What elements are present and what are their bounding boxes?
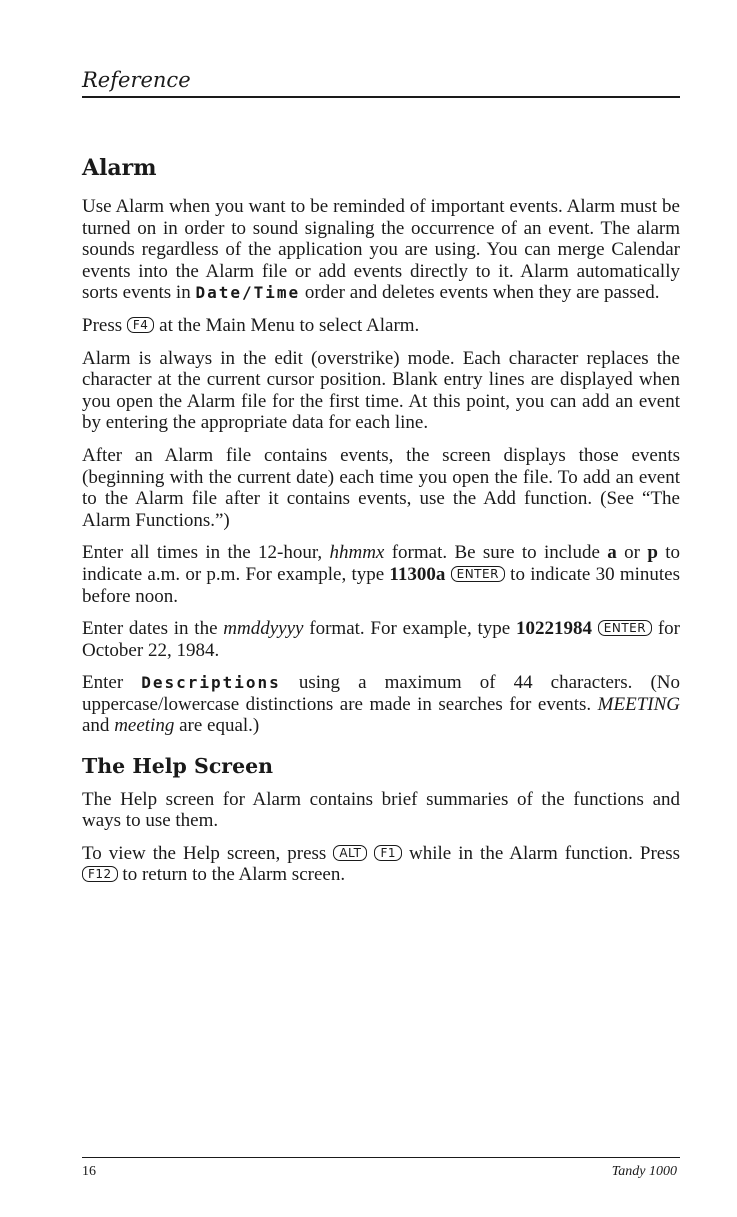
running-header: Reference	[82, 68, 191, 92]
edit-mode-paragraph: Alarm is always in the edit (overstrike) mode. Each character replaces the character at the current cursor position. Blank entry lines are displayed when you open the Alarm file for the first time. At this point, you can add an event by entering the appropriate data for each line.	[82, 347, 680, 434]
desc-text-2: using a maximum of 44 characters. (No uppercase/lowercase distinctions are made in searches for events.	[82, 672, 680, 715]
times-text-4: to indicate a.m. or p.m. For example, type	[82, 542, 681, 585]
times-text: Enter all times in the 12-hour,	[82, 542, 330, 564]
desc-text-4: are equal.)	[174, 715, 260, 737]
times-text-2: format. Be sure to include	[384, 542, 608, 564]
enter-key: ENTER	[451, 566, 505, 582]
descriptions-code: Descriptions	[141, 673, 281, 693]
intro-text: Use Alarm when you want to be reminded of important events. Alarm must be turned on in order to sound signaling the occurrence of an event. The alarm sounds regardless of the application you are using. You can merge Calendar events into the Alarm file or add events directly to it. Alarm automatically sorts events in	[82, 196, 680, 304]
help-view-paragraph	[82, 843, 680, 886]
help-text-3: to return to the Alarm screen.	[117, 864, 346, 886]
descriptions-paragraph	[82, 672, 680, 737]
press-text: Press	[82, 314, 127, 336]
date-example: 10221984	[515, 618, 592, 640]
f4-key: F4	[127, 317, 155, 333]
desc-text: Enter	[82, 672, 142, 694]
press-text-end: at the Main Menu to select Alarm.	[154, 314, 420, 336]
help-text-2: while in the Alarm function. Press	[401, 842, 680, 864]
page-number: 16	[82, 1164, 96, 1179]
header-rule	[82, 96, 680, 98]
dates-text-2: format. For example, type	[303, 618, 516, 640]
meeting-upper: MEETING	[597, 693, 680, 715]
date-time-code: Date/Time	[195, 283, 301, 303]
manual-page	[82, 0, 680, 1217]
f12-key: F12	[82, 866, 118, 882]
times-text-5: to indicate 30 minutes before noon.	[82, 563, 681, 607]
intro-paragraph	[82, 196, 680, 304]
help-heading: The Help Screen	[82, 754, 274, 779]
times-text-3: or	[616, 542, 648, 564]
intro-text-end: order and deletes events when they are passed.	[300, 282, 660, 304]
help-text: To view the Help screen, press	[82, 842, 334, 864]
footer-product: Tandy 1000	[611, 1164, 677, 1179]
am-letter: a	[607, 542, 617, 564]
page-title: Alarm	[82, 155, 157, 181]
f1-key: F1	[374, 845, 402, 861]
time-example: 11300a	[389, 563, 446, 585]
desc-text-3: and	[82, 715, 115, 737]
after-file-paragraph: After an Alarm file contains events, the screen displays those events (beginning with the current date) each time you open the file. To add an event to the Alarm file after it contains events, use the Add function. (See “The Alarm Functions.”)	[82, 444, 680, 531]
times-paragraph	[82, 542, 680, 607]
dates-text: Enter dates in the	[82, 618, 224, 640]
date-format: mmddyyyy	[223, 618, 304, 640]
dates-text-3: for October 22, 1984.	[82, 618, 681, 661]
pm-letter: p	[647, 542, 658, 564]
help-summary-paragraph: The Help screen for Alarm contains brief summaries of the functions and ways to use them.	[82, 788, 680, 832]
dates-paragraph	[82, 618, 680, 661]
enter-key: ENTER	[598, 620, 652, 636]
body-text	[82, 196, 680, 897]
meeting-lower: meeting	[114, 715, 175, 737]
footer-rule	[82, 1157, 680, 1158]
press-paragraph	[82, 315, 680, 337]
time-format: hhmmx	[329, 542, 385, 564]
alt-key: ALT	[333, 845, 367, 861]
